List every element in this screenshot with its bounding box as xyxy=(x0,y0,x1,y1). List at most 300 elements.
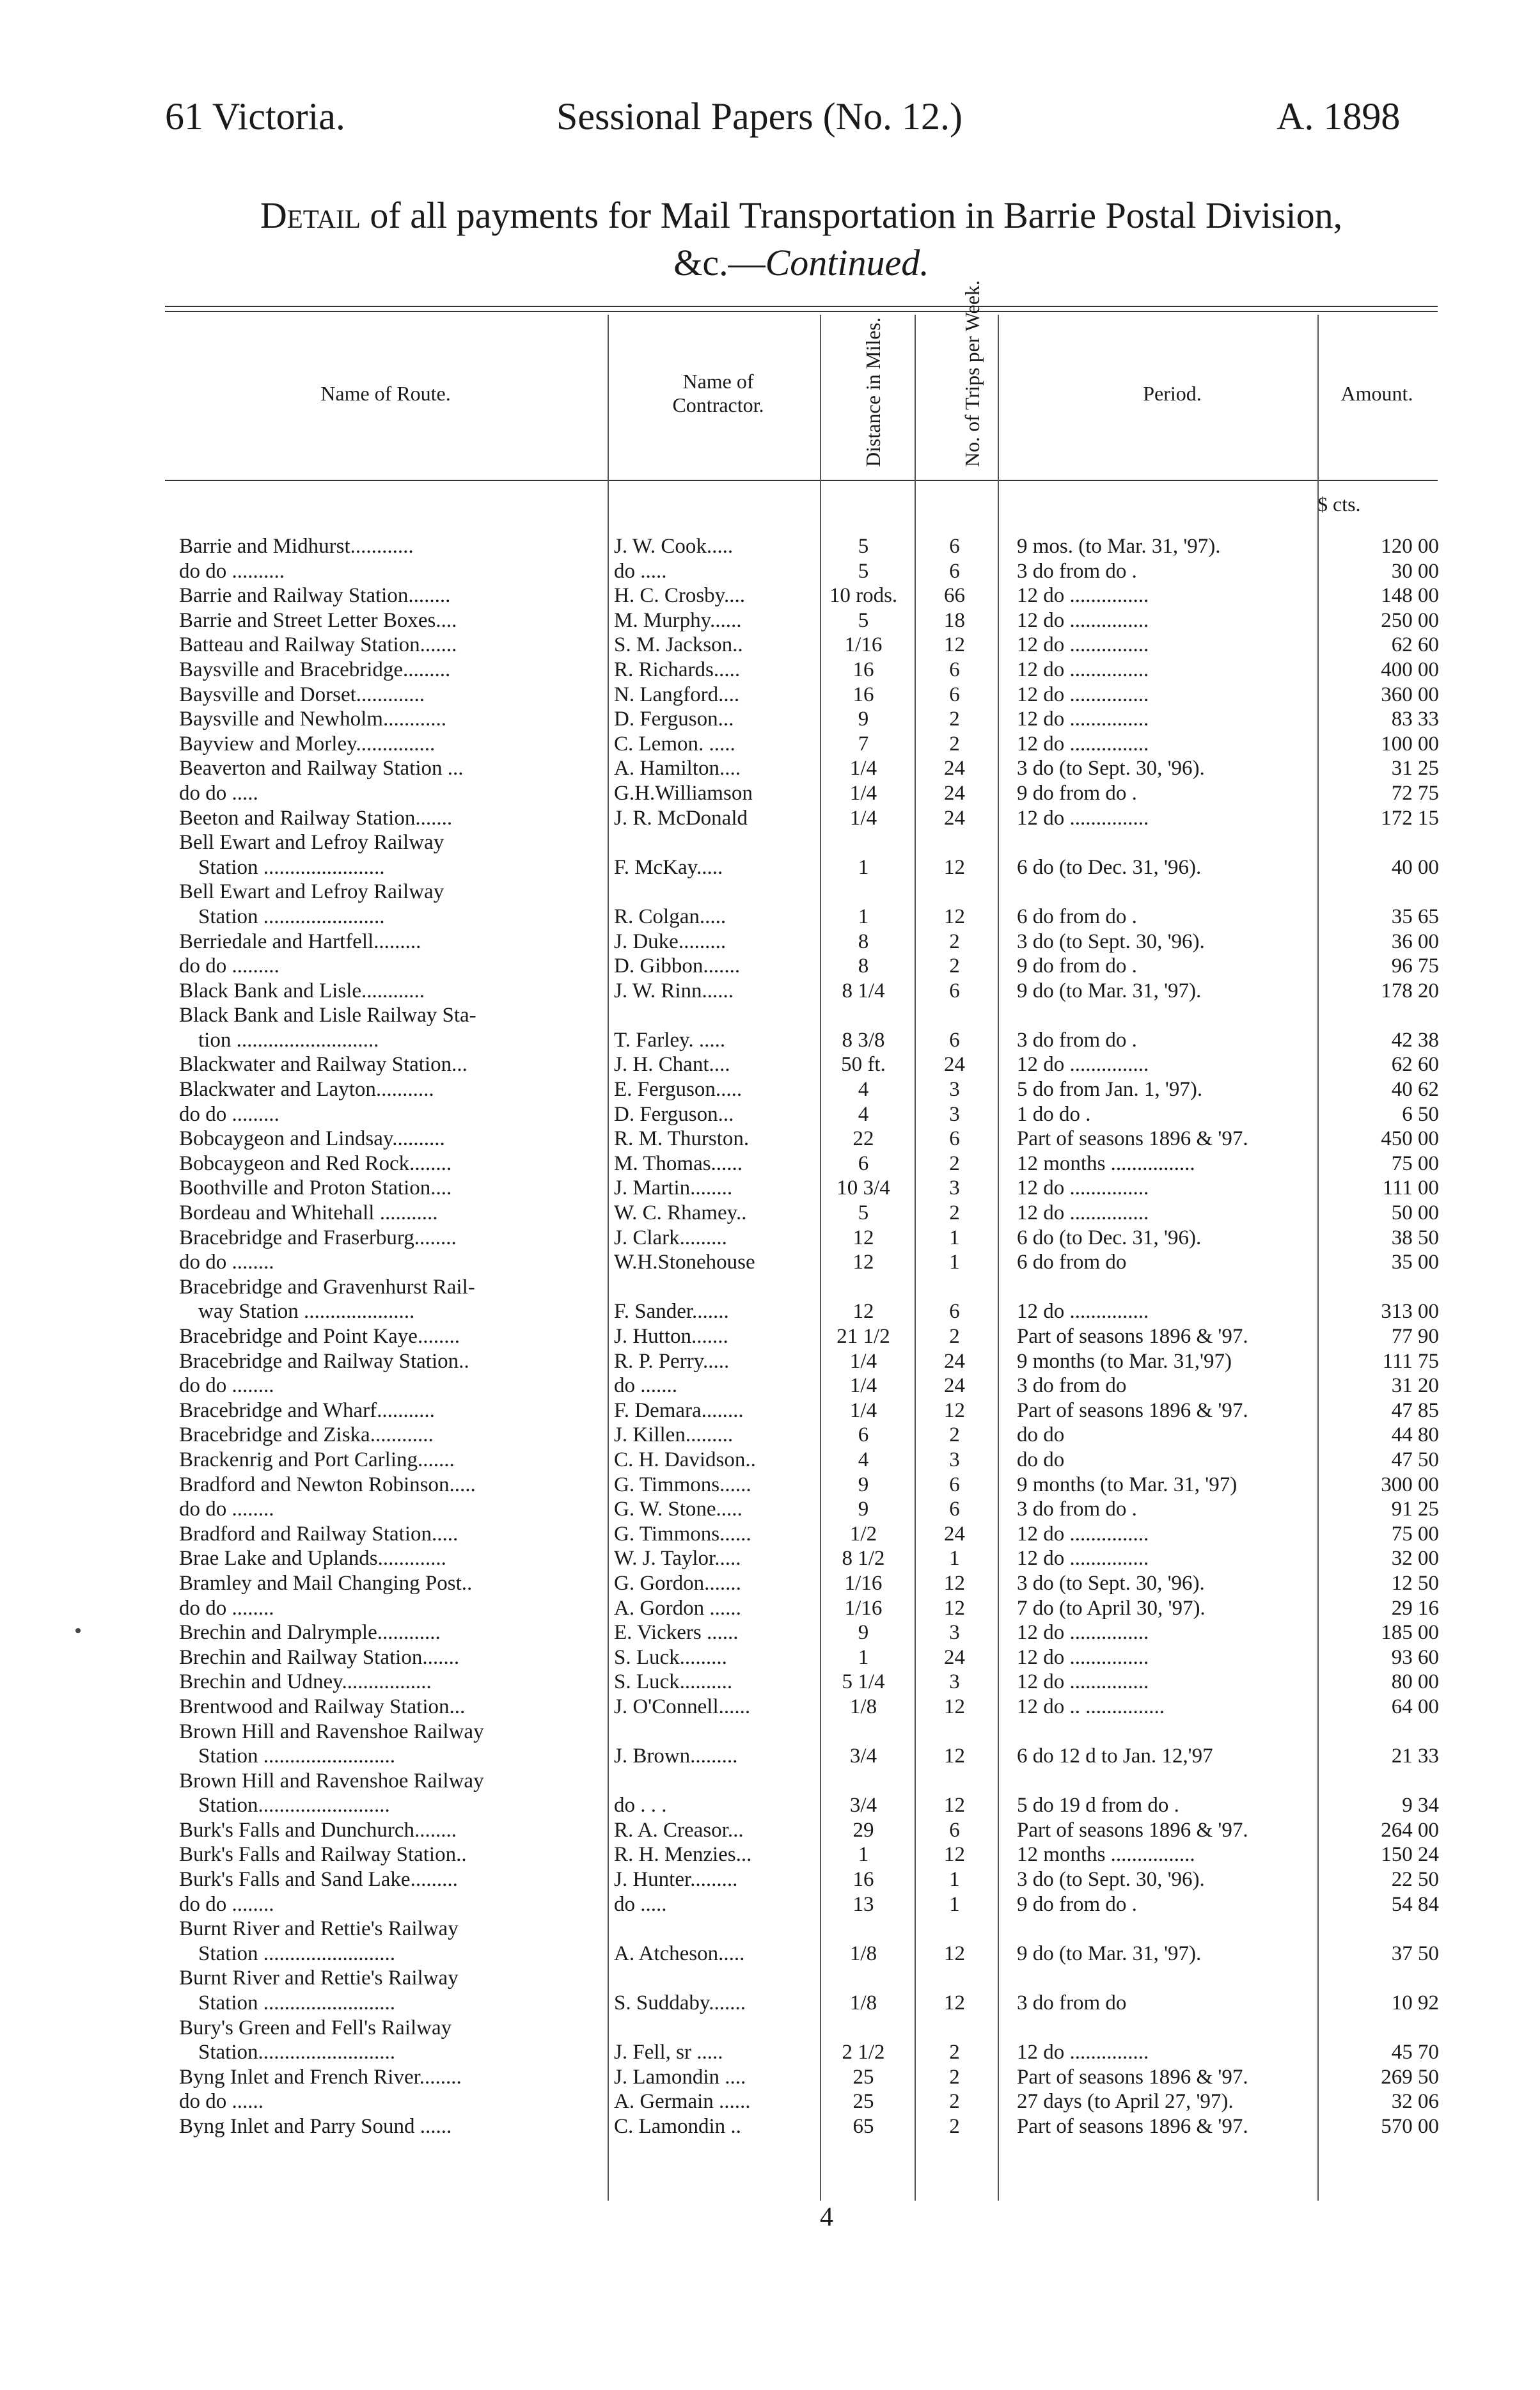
route-name xyxy=(179,1497,608,1522)
route-name xyxy=(179,1052,608,1077)
period: 7 do (to April 30, '97). xyxy=(1017,1596,1206,1620)
contractor-name: F. Sander....... xyxy=(614,1300,729,1324)
distance-miles: 1 xyxy=(858,1843,869,1867)
distance-miles: 5 xyxy=(858,608,869,632)
table-row xyxy=(0,2089,1540,2114)
trips-per-week: 12 xyxy=(944,1942,965,1965)
distance-miles: 3/4 xyxy=(849,1794,877,1817)
contractor-name: A. Germain ...... xyxy=(614,2090,751,2114)
route-name-line: Brechin and Udney................. xyxy=(179,1670,432,1694)
contractor-name: W. C. Rhamey.. xyxy=(614,1201,747,1225)
amount: 91 25 xyxy=(1391,1498,1439,1521)
contractor-name: R. Colgan..... xyxy=(614,905,727,928)
table-row xyxy=(0,1695,1540,1720)
distance-miles: 12 xyxy=(852,1226,874,1249)
contractor-name: G. Timmons...... xyxy=(614,1473,751,1496)
title-continued: Continued. xyxy=(765,242,929,283)
table-row xyxy=(0,2114,1540,2139)
route-name xyxy=(179,1892,608,1917)
contractor-name: M. Thomas...... xyxy=(614,1151,743,1175)
route-name xyxy=(179,1867,608,1892)
distance-miles: 29 xyxy=(852,1818,874,1842)
trips-per-week: 24 xyxy=(944,1522,965,1546)
route-name-continuation: Station ....................... xyxy=(198,905,385,928)
route-name xyxy=(179,2089,608,2114)
table-row xyxy=(0,1473,1540,1498)
contractor-name: do . . . xyxy=(614,1794,667,1817)
route-name-line: Brown Hill and Ravenshoe Railway xyxy=(179,1769,484,1792)
route-name xyxy=(179,658,608,683)
route-name xyxy=(179,1226,608,1251)
amount: 10 92 xyxy=(1391,1991,1439,2015)
contractor-name: J. H. Chant.... xyxy=(614,1053,730,1077)
column-headers xyxy=(165,280,1438,473)
table-row xyxy=(0,2065,1540,2090)
distance-miles: 4 xyxy=(858,1448,869,1471)
trips-per-week: 1 xyxy=(949,1547,960,1571)
contractor-name: C. H. Davidson.. xyxy=(614,1448,756,1471)
amount: 185 00 xyxy=(1381,1621,1439,1645)
contractor-name: N. Langford.... xyxy=(614,683,740,706)
route-name xyxy=(179,1423,608,1448)
route-name-line: Blackwater and Layton........... xyxy=(179,1078,434,1102)
route-name-line: Burnt River and Rettie's Railway xyxy=(179,1917,459,1941)
amount: 44 80 xyxy=(1391,1423,1439,1447)
table-row xyxy=(0,1201,1540,1226)
table-row xyxy=(0,1670,1540,1695)
amount: 62 60 xyxy=(1391,1053,1439,1077)
route-name-line: Bracebridge and Wharf........... xyxy=(179,1398,435,1422)
amount: 570 00 xyxy=(1381,2115,1439,2138)
route-name xyxy=(179,1695,608,1720)
distance-miles: 12 xyxy=(852,1300,874,1324)
route-name-line: Burk's Falls and Dunchurch........ xyxy=(179,1818,457,1842)
trips-per-week: 2 xyxy=(949,954,960,978)
header-year: A. 1898 xyxy=(1277,95,1401,138)
col-head-period: Period. xyxy=(1143,381,1202,405)
route-name xyxy=(179,1522,608,1547)
contractor-name: T. Farley. ..... xyxy=(614,1028,726,1052)
period: 12 do .. ............... xyxy=(1017,1695,1165,1718)
route-name xyxy=(179,1448,608,1473)
trips-per-week: 24 xyxy=(944,1349,965,1373)
route-name xyxy=(179,1102,608,1127)
contractor-name: F. McKay..... xyxy=(614,855,723,879)
title-line2-prefix: &c.— xyxy=(673,242,766,283)
route-name xyxy=(179,1720,608,1769)
table-row xyxy=(0,1867,1540,1892)
header-bottom-rule xyxy=(165,480,1438,481)
amount: 31 20 xyxy=(1391,1374,1439,1398)
period: 9 do (to Mar. 31, '97). xyxy=(1017,1942,1202,1965)
table-row xyxy=(0,1966,1540,2015)
table-row xyxy=(0,608,1540,633)
route-name-line: do do ........ xyxy=(179,1498,274,1521)
route-name-continuation: tion ........................... xyxy=(198,1028,379,1052)
route-name-line: do do ..... xyxy=(179,781,258,805)
route-name xyxy=(179,1373,608,1398)
amount: 40 62 xyxy=(1391,1078,1439,1102)
route-name xyxy=(179,756,608,781)
contractor-name: F. Demara........ xyxy=(614,1398,744,1422)
distance-miles: 1/4 xyxy=(849,1349,877,1373)
distance-miles: 13 xyxy=(852,1892,874,1916)
amount: 264 00 xyxy=(1381,1818,1439,1842)
distance-miles: 1/8 xyxy=(849,1942,877,1965)
table-row xyxy=(0,1003,1540,1052)
period: 9 mos. (to Mar. 31, '97). xyxy=(1017,535,1221,558)
period: 6 do from do . xyxy=(1017,905,1137,928)
distance-miles: 5 xyxy=(858,1201,869,1225)
amount: 9 34 xyxy=(1402,1794,1439,1817)
distance-miles: 6 xyxy=(858,1151,869,1175)
route-name-line: Byng Inlet and French River........ xyxy=(179,2065,462,2089)
distance-miles: 10 3/4 xyxy=(837,1176,890,1200)
distance-miles: 8 1/2 xyxy=(842,1547,885,1571)
amount: 313 00 xyxy=(1381,1300,1439,1324)
amount: 64 00 xyxy=(1391,1695,1439,1718)
amount: 111 00 xyxy=(1382,1176,1439,1200)
route-name-line: Bell Ewart and Lefroy Railway xyxy=(179,831,444,855)
distance-miles: 16 xyxy=(852,1868,874,1892)
route-name xyxy=(179,1201,608,1226)
route-name-line: Bracebridge and Gravenhurst Rail- xyxy=(179,1275,475,1299)
trips-per-week: 12 xyxy=(944,1695,965,1718)
table-row xyxy=(0,658,1540,683)
table-row xyxy=(0,1596,1540,1621)
contractor-name: D. Gibbon....... xyxy=(614,954,741,978)
route-name xyxy=(179,534,608,559)
title-lead: Detail xyxy=(260,194,361,236)
period: 3 do (to Sept. 30, '96). xyxy=(1017,1868,1205,1892)
table-row xyxy=(0,781,1540,806)
amount: 77 90 xyxy=(1391,1325,1439,1348)
route-name-line: Black Bank and Lisle Railway Sta- xyxy=(179,1004,476,1027)
distance-miles: 9 xyxy=(858,1621,869,1645)
trips-per-week: 2 xyxy=(949,1423,960,1447)
route-name xyxy=(179,1151,608,1176)
period: 6 do 12 d to Jan. 12,'97 xyxy=(1017,1745,1213,1768)
contractor-name: R. A. Creasor... xyxy=(614,1818,744,1842)
route-name xyxy=(179,1176,608,1201)
trips-per-week: 12 xyxy=(944,1571,965,1595)
period: 12 do ............... xyxy=(1017,1176,1149,1200)
table-row xyxy=(0,1522,1540,1547)
table-row xyxy=(0,1127,1540,1151)
table-row xyxy=(0,1448,1540,1473)
distance-miles: 4 xyxy=(858,1102,869,1126)
distance-miles: 5 xyxy=(858,535,869,558)
period: 6 do (to Dec. 31, '96). xyxy=(1017,855,1202,879)
table-row xyxy=(0,583,1540,608)
trips-per-week: 2 xyxy=(949,1151,960,1175)
table-row xyxy=(0,1151,1540,1176)
distance-miles: 9 xyxy=(858,1498,869,1521)
table-row xyxy=(0,707,1540,732)
contractor-name: J. Killen......... xyxy=(614,1423,734,1447)
route-name xyxy=(179,583,608,608)
amount: 100 00 xyxy=(1381,732,1439,756)
contractor-name: H. C. Crosby.... xyxy=(614,584,746,608)
trips-per-week: 6 xyxy=(949,1498,960,1521)
currency-label: $ cts. xyxy=(1317,493,1361,516)
distance-miles: 1/4 xyxy=(849,757,877,780)
route-name-line: Bracebridge and Ziska............ xyxy=(179,1423,434,1447)
contractor-name: J. Hutton....... xyxy=(614,1325,728,1348)
period: 3 do from do . xyxy=(1017,559,1137,583)
route-name-continuation: Station ......................... xyxy=(198,1942,396,1965)
col-head-contractor: Name of Contractor. xyxy=(672,370,764,416)
period: Part of seasons 1896 & '97. xyxy=(1017,1818,1248,1842)
distance-miles: 1/16 xyxy=(844,633,883,657)
table-row xyxy=(0,806,1540,831)
table-row xyxy=(0,2016,1540,2065)
trips-per-week: 2 xyxy=(949,2041,960,2064)
contractor-name: A. Gordon ...... xyxy=(614,1596,741,1620)
trips-per-week: 12 xyxy=(944,1843,965,1867)
route-name xyxy=(179,683,608,708)
route-name-continuation: way Station ..................... xyxy=(198,1300,415,1324)
amount: 36 00 xyxy=(1391,930,1439,953)
route-name-line: Brentwood and Railway Station... xyxy=(179,1695,466,1718)
trips-per-week: 12 xyxy=(944,1794,965,1817)
period: 12 do ............... xyxy=(1017,683,1149,706)
period: 12 do ............... xyxy=(1017,633,1149,657)
table-row xyxy=(0,1917,1540,1966)
route-name-continuation: Station.......................... xyxy=(198,2041,396,2064)
route-name xyxy=(179,781,608,806)
route-name xyxy=(179,1275,608,1324)
period: 12 do ............... xyxy=(1017,1522,1149,1546)
period: 12 months ................ xyxy=(1017,1843,1195,1867)
table-row xyxy=(0,1645,1540,1670)
distance-miles: 16 xyxy=(852,683,874,706)
trips-per-week: 3 xyxy=(949,1670,960,1694)
amount: 32 06 xyxy=(1391,2090,1439,2114)
distance-miles: 6 xyxy=(858,1423,869,1447)
period: 3 do from do xyxy=(1017,1374,1127,1398)
distance-miles: 1/4 xyxy=(849,806,877,830)
col-head-trips: No. of Trips per Week. xyxy=(961,280,984,467)
table-row xyxy=(0,1102,1540,1127)
amount: 111 75 xyxy=(1382,1349,1439,1373)
trips-per-week: 6 xyxy=(949,683,960,706)
title-line1: of all payments for Mail Transportation in Barrie Postal Division, xyxy=(360,194,1343,236)
route-name xyxy=(179,1003,608,1052)
distance-miles: 3/4 xyxy=(849,1745,877,1768)
col-head-amount: Amount. xyxy=(1340,381,1413,405)
trips-per-week: 6 xyxy=(949,979,960,1002)
trips-per-week: 2 xyxy=(949,2115,960,2138)
contractor-name: D. Ferguson... xyxy=(614,1102,734,1126)
distance-miles: 1/2 xyxy=(849,1522,877,1546)
amount: 22 50 xyxy=(1391,1868,1439,1892)
contractor-name: E. Vickers ...... xyxy=(614,1621,739,1645)
route-name-line: do do ........ xyxy=(179,1596,274,1620)
amount: 40 00 xyxy=(1391,855,1439,879)
amount: 62 60 xyxy=(1391,633,1439,657)
table-row xyxy=(0,1349,1540,1374)
amount: 96 75 xyxy=(1391,954,1439,978)
contractor-name: E. Ferguson..... xyxy=(614,1078,742,1102)
route-name-line: Barrie and Street Letter Boxes.... xyxy=(179,608,457,632)
period: 12 do ............... xyxy=(1017,1547,1149,1571)
route-name xyxy=(179,2114,608,2139)
contractor-name: J. Fell, sr ..... xyxy=(614,2041,723,2064)
contractor-name: do ..... xyxy=(614,559,667,583)
contractor-name: do ..... xyxy=(614,1892,667,1916)
table-row xyxy=(0,1818,1540,1843)
trips-per-week: 6 xyxy=(949,535,960,558)
amount: 80 00 xyxy=(1391,1670,1439,1694)
period: Part of seasons 1896 & '97. xyxy=(1017,1325,1248,1348)
route-name-continuation: Station ....................... xyxy=(198,855,385,879)
amount: 72 75 xyxy=(1391,781,1439,805)
period: 3 do from do . xyxy=(1017,1028,1137,1052)
trips-per-week: 2 xyxy=(949,2090,960,2114)
amount: 29 16 xyxy=(1391,1596,1439,1620)
distance-miles: 25 xyxy=(852,2090,874,2114)
amount: 120 00 xyxy=(1381,535,1439,558)
contractor-name: J. Martin........ xyxy=(614,1176,733,1200)
route-name xyxy=(179,1917,608,1966)
route-name xyxy=(179,2016,608,2065)
distance-miles: 50 ft. xyxy=(841,1053,886,1077)
period: 5 do 19 d from do . xyxy=(1017,1794,1179,1817)
route-name-line: Beeton and Railway Station....... xyxy=(179,806,453,830)
route-name xyxy=(179,954,608,979)
route-table-body xyxy=(0,534,1540,2139)
route-name xyxy=(179,979,608,1004)
amount: 178 20 xyxy=(1381,979,1439,1002)
amount: 450 00 xyxy=(1381,1127,1439,1151)
contractor-name: W. J. Taylor..... xyxy=(614,1547,741,1571)
amount: 35 65 xyxy=(1391,905,1439,928)
route-name-continuation: Station......................... xyxy=(198,1794,390,1817)
table-row xyxy=(0,1077,1540,1102)
amount: 83 33 xyxy=(1391,708,1439,731)
contractor-name: J. O'Connell...... xyxy=(614,1695,751,1718)
trips-per-week: 2 xyxy=(949,930,960,953)
trips-per-week: 12 xyxy=(944,1991,965,2015)
trips-per-week: 6 xyxy=(949,1127,960,1151)
amount: 93 60 xyxy=(1391,1645,1439,1669)
table-row xyxy=(0,1052,1540,1077)
contractor-name: J. Brown......... xyxy=(614,1745,738,1768)
amount: 172 15 xyxy=(1381,806,1439,830)
period: 9 do from do . xyxy=(1017,781,1137,805)
table-row xyxy=(0,930,1540,954)
period: 12 do ............... xyxy=(1017,1621,1149,1645)
route-name xyxy=(179,1546,608,1571)
amount: 45 70 xyxy=(1391,2041,1439,2064)
route-name-line: Barrie and Railway Station........ xyxy=(179,584,451,608)
contractor-name: M. Murphy...... xyxy=(614,608,742,632)
period: 12 do ............... xyxy=(1017,1201,1149,1225)
route-name-line: do do ........ xyxy=(179,1892,274,1916)
route-name-line: Boothville and Proton Station.... xyxy=(179,1176,452,1200)
route-name-line: do do ........ xyxy=(179,1374,274,1398)
distance-miles: 1/8 xyxy=(849,1695,877,1718)
route-name-line: Bordeau and Whitehall ........... xyxy=(179,1201,438,1225)
route-name-line: Bramley and Mail Changing Post.. xyxy=(179,1571,473,1595)
period: 12 do ............... xyxy=(1017,806,1149,830)
distance-miles: 22 xyxy=(852,1127,874,1151)
contractor-name: A. Atcheson..... xyxy=(614,1942,745,1965)
table-row xyxy=(0,756,1540,781)
route-name xyxy=(179,1842,608,1867)
trips-per-week: 6 xyxy=(949,1473,960,1496)
route-name-line: Burnt River and Rettie's Railway xyxy=(179,1967,459,1990)
trips-per-week: 2 xyxy=(949,1201,960,1225)
route-name-line: Bell Ewart and Lefroy Railway xyxy=(179,880,444,904)
trips-per-week: 12 xyxy=(944,1745,965,1768)
table-row xyxy=(0,1769,1540,1818)
route-name-line: Bradford and Railway Station..... xyxy=(179,1522,459,1546)
header-session: 61 Victoria. xyxy=(165,95,345,138)
contractor-name: J. W. Rinn...... xyxy=(614,979,734,1002)
col-head-route: Name of Route. xyxy=(320,381,451,405)
route-name-line: Brackenrig and Port Carling....... xyxy=(179,1448,455,1471)
trips-per-week: 2 xyxy=(949,2065,960,2089)
trips-per-week: 6 xyxy=(949,559,960,583)
period: Part of seasons 1896 & '97. xyxy=(1017,2115,1248,2138)
trips-per-week: 2 xyxy=(949,732,960,756)
table-row xyxy=(0,683,1540,708)
amount: 148 00 xyxy=(1381,584,1439,608)
distance-miles: 5 1/4 xyxy=(842,1670,885,1694)
period: 9 do (to Mar. 31, '97). xyxy=(1017,979,1202,1002)
distance-miles: 1/4 xyxy=(849,1374,877,1398)
distance-miles: 4 xyxy=(858,1078,869,1102)
period: 12 months ................ xyxy=(1017,1151,1195,1175)
distance-miles: 2 1/2 xyxy=(842,2041,885,2064)
period: 9 do from do . xyxy=(1017,1892,1137,1916)
table-row xyxy=(0,1620,1540,1645)
route-name-line: do do ...... xyxy=(179,2090,263,2114)
distance-miles: 1/8 xyxy=(849,1991,877,2015)
period: 3 do (to Sept. 30, '96). xyxy=(1017,757,1205,780)
period: 12 do ............... xyxy=(1017,608,1149,632)
route-name xyxy=(179,1473,608,1498)
amount: 54 84 xyxy=(1391,1892,1439,1916)
trips-per-week: 24 xyxy=(944,1374,965,1398)
table-row xyxy=(0,559,1540,584)
route-name-line: do do .......... xyxy=(179,559,285,583)
route-name xyxy=(179,880,608,929)
route-name-line: Baysville and Newholm............ xyxy=(179,708,446,731)
route-name xyxy=(179,2065,608,2090)
route-name-line: Brechin and Dalrymple............ xyxy=(179,1621,441,1645)
amount: 75 00 xyxy=(1391,1522,1439,1546)
table-row xyxy=(0,1373,1540,1398)
table-row xyxy=(0,633,1540,658)
route-name-line: Blackwater and Railway Station... xyxy=(179,1053,468,1077)
page-title xyxy=(165,192,1438,287)
period: 27 days (to April 27, '97). xyxy=(1017,2090,1234,2114)
period: 12 do ............... xyxy=(1017,1670,1149,1694)
route-name-line: do do ........ xyxy=(179,1251,274,1274)
amount: 37 50 xyxy=(1391,1942,1439,1965)
period: 3 do (to Sept. 30, '96). xyxy=(1017,930,1205,953)
table-row xyxy=(0,732,1540,757)
route-name xyxy=(179,806,608,831)
period: 9 months (to Mar. 31,'97) xyxy=(1017,1349,1232,1373)
route-name-line: Brown Hill and Ravenshoe Railway xyxy=(179,1720,484,1743)
table-row xyxy=(0,1423,1540,1448)
contractor-name: J. R. McDonald xyxy=(614,806,748,830)
period: do do xyxy=(1017,1448,1065,1471)
